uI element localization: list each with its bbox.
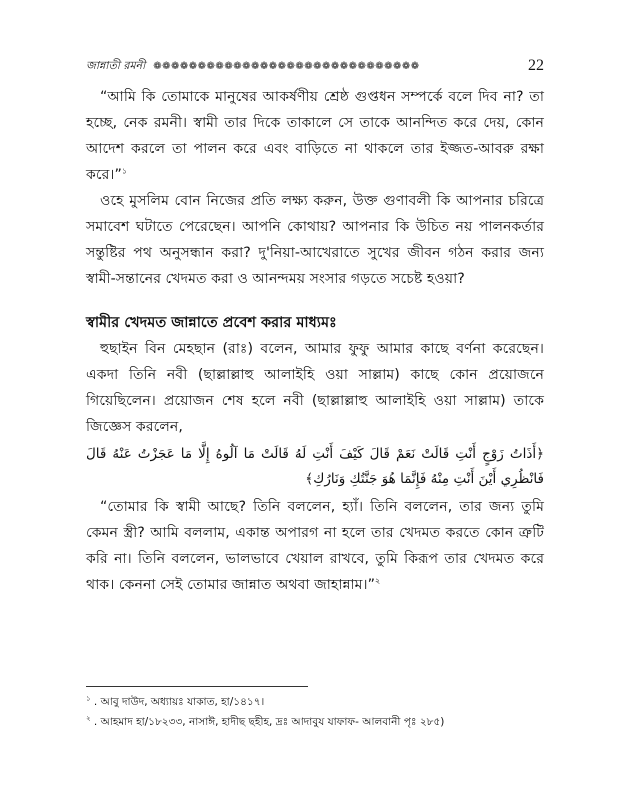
narration-paragraph: হুছাইন বিন মেহছান (রাঃ) বলেন, আমার ফুফু আমার কাছে বর্ণনা করেছেন। একদা তিনি নবী (ছাল্লাল্লাহু আলাইহি ওয়া সাল্লাম) কাছে কোন প্রয়োজনে গিয়েছিলেন। প্রয়োজন শেষ হলে নবী (ছাল্লাল্লাহু আলাইহি ওয়া সাল্লাম) তাকে জিজ্ঞেস করলেন, [86, 341, 544, 435]
footnote-2-text: . আহমাদ হা/১৮২৩৩, নাসাঈ, হাদীছ ছহীহ, দ্রঃ আদাবুয যাফাফ- আলবানী পৃঃ ২৮৫) [93, 716, 445, 728]
footnote-ref-2: ২ [374, 576, 381, 586]
footnote-1-text: . আবু দাউদ, অধ্যায়ঃ যাকাত, হা/১৪১৭। [93, 696, 265, 708]
page-header [86, 56, 544, 76]
footnote-1-mark: ১ [86, 694, 91, 703]
page-number: 22 [528, 57, 544, 74]
page-body [86, 84, 544, 598]
footnote-2-mark: ২ [86, 714, 91, 723]
hadith-quote-text: “আমি কি তোমাকে মানুষের আকর্ষণীয় শ্রেষ্ঠ গুপ্তধন সম্পর্কে বলে দিব না? তা হচ্ছে, নেক রমনী। স্বামী তার দিকে তাকালে সে তাকে আনন্দিত করে দেয়, কোন আদেশ করলে তা পালন করে এবং বাড়িতে না থাকলে তার ইজ্জত-আবরু রক্ষা করে।” [86, 89, 544, 183]
footnote-divider [86, 686, 308, 687]
footnote-1 [86, 692, 544, 712]
exhortation-paragraph: ওহে মুসলিম বোন নিজের প্রতি লক্ষ্য করুন, উক্ত গুণাবলী কি আপনার চরিত্রে সমাবেশ ঘটাতে পেরেছেন। আপনি কোথায়? আপনার কি উচিত নয় পালনকর্তার সন্তুষ্টির পথ অনুসন্ধান করা? দু'নিয়া-আখেরাতে সুখের জীবন গঠন করার জন্য স্বামী-সন্তানের খেদমত করা ও আনন্দময় সংসার গড়তে সচেষ্ট হওয়া? [86, 193, 544, 287]
footnote-2 [86, 712, 544, 732]
running-title: জান্নাতী রমনী [86, 58, 146, 72]
footnote-ref-1: ১ [121, 166, 128, 176]
section-heading: স্বামীর খেদমত জান্নাতে প্রবেশ করার মাধ্যমঃ [86, 315, 337, 331]
translation-paragraph [86, 494, 544, 598]
translation-text: “তোমার কি স্বামী আছে? তিনি বললেন, হ্যাঁ। তিনি বললেন, তার জন্য তুমি কেমন স্ত্রী? আমি বললাম, একান্ত অপারগ না হলে তার খেদমত করতে কোন ত্রুটি করি না। তিনি বললেন, ভালভাবে খেয়াল রাখবে, তুমি কিরূপ তার খেদমত করে থাক। কেননা সেই তোমার জান্নাত অথবা জাহান্নাম।” [86, 499, 544, 593]
hadith-quote-paragraph [86, 84, 544, 188]
arabic-text: ﴿أَذَاتُ زَوْجٍ أَنْتِ قَالَتْ نَعَمْ قَالَ كَيْفَ أَنْتِ لَهُ قَالَتْ مَا آلُوهُ إِلَّا مَا عَجَزْتُ عَنْهُ قَالَ فَانْظُرِي أَيْنَ أَنْتِ مِنْهُ فَإِنَّمَا هُوَ جَنَّتُكِ وَنَارُكِ﴾ [86, 446, 544, 487]
header-ornament: ❁❁❁❁❁❁❁❁❁❁❁❁❁❁❁❁❁❁❁❁❁❁❁❁❁❁❁❁❁❁ [153, 60, 420, 72]
footnotes [86, 692, 544, 732]
